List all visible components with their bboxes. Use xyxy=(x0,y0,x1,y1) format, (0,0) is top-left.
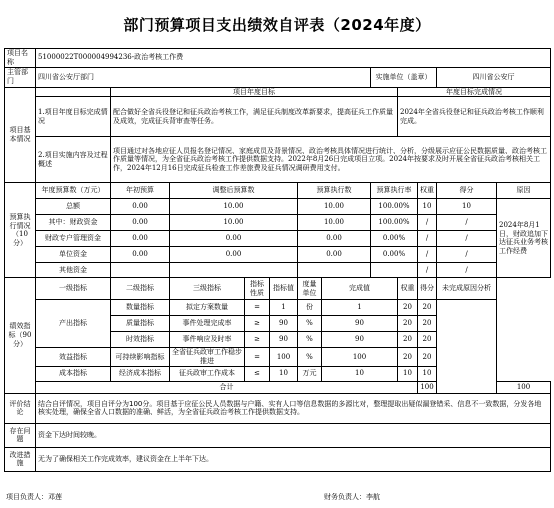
budget-section xyxy=(5,183,551,278)
perf-unit: 万元 xyxy=(298,366,322,381)
budget-rate: 0.00% xyxy=(371,247,418,263)
budget-header-initial: 年初预算 xyxy=(111,183,170,199)
budget-rate: 100.00% xyxy=(371,199,418,215)
budget-initial xyxy=(111,263,170,278)
perf-header-actual: 完成值 xyxy=(322,278,398,300)
perf-score: 20 xyxy=(418,316,437,332)
total-weight: 100 xyxy=(418,381,437,393)
target-done-header: 年度目标完成情况 xyxy=(398,87,551,97)
perf-header-nature: 指标性质 xyxy=(245,278,270,300)
perf-l3: 事件处理完成率 xyxy=(170,316,245,332)
impl-unit-value: 四川省公安厅 xyxy=(437,67,551,87)
perf-header-score: 得分 xyxy=(418,278,437,300)
budget-reason: 2024年8月1日，财政追加下达征兵业务考核工作经费 xyxy=(497,199,551,278)
page-title: 部门预算项目支出绩效自评表（2024年度） xyxy=(123,16,431,34)
budget-score: / xyxy=(437,215,497,231)
budget-adjusted xyxy=(170,263,298,278)
project-name-label: 项目名称 xyxy=(5,49,36,68)
process-row-label: 2.项目实施内容及过程概述 xyxy=(36,137,111,183)
basics-section-label: 项目基本情况 xyxy=(5,87,36,183)
perf-header-l3: 三级指标 xyxy=(170,278,245,300)
finance-lead: 财务负责人：李航 xyxy=(324,493,380,501)
budget-weight: / xyxy=(418,263,437,278)
budget-adjusted: 10.00 xyxy=(170,215,298,231)
budget-row-label: 总额 xyxy=(36,199,111,215)
perf-unit: % xyxy=(298,332,322,348)
perf-reason xyxy=(437,300,497,394)
dept-value: 四川省公安厅部门 xyxy=(36,67,371,87)
budget-rate xyxy=(371,263,418,278)
target-done-text: 2024年全省兵役登记和征兵政治考核工作顺利完成。 xyxy=(398,97,551,137)
budget-header-executed: 预算执行数 xyxy=(298,183,371,199)
perf-actual: 1 xyxy=(322,300,398,316)
perf-value: 90 xyxy=(270,316,298,332)
perf-value: 1 xyxy=(270,300,298,316)
budget-weight: / xyxy=(418,231,437,247)
perf-unit: % xyxy=(298,348,322,367)
budget-weight: / xyxy=(418,247,437,263)
budget-executed: 0.00 xyxy=(298,247,371,263)
budget-weight: 10 xyxy=(418,199,437,215)
perf-nature: ≤ xyxy=(245,366,270,381)
annual-target-text: 配合做好全省兵役登记和征兵政治考核工作，满足征兵制度改革新要求，提高征兵工作质量及成效，完成征兵背审查等任务。 xyxy=(111,97,398,137)
budget-initial: 0.00 xyxy=(111,247,170,263)
perf-l3: 事件响应及时率 xyxy=(170,332,245,348)
problem-text: 资金下达时间较晚。 xyxy=(36,423,551,447)
budget-score: / xyxy=(437,247,497,263)
budget-rate: 0.00% xyxy=(371,231,418,247)
budget-executed: 10.00 xyxy=(298,215,371,231)
perf-l2: 可持续影响指标 xyxy=(111,348,170,367)
budget-weight: / xyxy=(418,215,437,231)
budget-row xyxy=(5,215,551,231)
budget-adjusted: 0.00 xyxy=(170,231,298,247)
perf-actual: 100 xyxy=(322,348,398,367)
perf-nature: ≥ xyxy=(245,332,270,348)
process-text: 项目通过对各地应征人员报名登记情况、家庭成员及背景情况、政治考核具体情况进行统计、分析，分级展示应征公民数据质量、政治考核工作质量等情况，为全省征兵政治考核工作提供数据支持。2022年8月26日完成项目立项。2024年按要求及时开展全省征兵政治考核相关工作，2024年12月16日完成征兵检查工作差旅费及征兵情况调研费用支付。 xyxy=(111,137,551,183)
budget-rate: 100.00% xyxy=(371,215,418,231)
budget-adjusted: 0.00 xyxy=(170,247,298,263)
perf-l3: 全省征兵政审工作稳步推进 xyxy=(170,348,245,367)
perf-score: 20 xyxy=(418,348,437,367)
basics-section xyxy=(5,87,551,183)
budget-header-reason: 原因 xyxy=(497,183,551,199)
budget-row-label: 其他资金 xyxy=(36,263,111,278)
perf-weight: 20 xyxy=(398,300,418,316)
perf-header-unit: 度量单位 xyxy=(298,278,322,300)
perf-actual: 90 xyxy=(322,332,398,348)
evaluation-table xyxy=(4,48,551,472)
budget-row xyxy=(5,263,551,278)
perf-nature: = xyxy=(245,300,270,316)
impl-unit-label: 实施单位（盖章） xyxy=(371,67,437,87)
conclusion-label: 评价结论 xyxy=(5,393,36,423)
perf-value: 90 xyxy=(270,332,298,348)
perf-unit: 份 xyxy=(298,300,322,316)
budget-section-label: 预算执行情况（10分） xyxy=(5,183,36,278)
perf-score: 20 xyxy=(418,332,437,348)
measure-label: 改进措施 xyxy=(5,447,36,471)
perf-value: 10 xyxy=(270,366,298,381)
perf-l2: 经济成本指标 xyxy=(111,366,170,381)
perf-weight: 10 xyxy=(398,366,418,381)
problem-label: 存在问题 xyxy=(5,423,36,447)
project-name-value: 51000022T000004994236-政治考核工作费 xyxy=(36,49,551,68)
perf-weight: 20 xyxy=(398,332,418,348)
budget-executed: 10.00 xyxy=(298,199,371,215)
budget-row-label: 财政专户管理资金 xyxy=(36,231,111,247)
budget-row xyxy=(5,231,551,247)
evaluation-section xyxy=(5,393,551,471)
total-label: 合计 xyxy=(36,381,418,393)
perf-header-value: 指标值 xyxy=(270,278,298,300)
total-score: 100 xyxy=(497,381,551,393)
budget-score: 10 xyxy=(437,199,497,215)
budget-executed: 0.00 xyxy=(298,231,371,247)
perf-l2: 时效指标 xyxy=(111,332,170,348)
budget-initial: 0.00 xyxy=(111,199,170,215)
perf-row xyxy=(5,300,551,316)
perf-header-reason: 未完成原因分析 xyxy=(437,278,497,300)
conclusion-text: 结合自评情况，项目自评分为100分。项目基于应征公民人员数据与户籍、实有人口等信息数据的多源比对，整理提取出疑似漏登错采、信息不一致数据，分发各地核实处理，确保全省人口数据的准确、鲜活，为全省征兵政治考核工作提供数据支持。 xyxy=(36,393,551,423)
budget-row-label: 其中：财政资金 xyxy=(36,215,111,231)
perf-l2: 质量指标 xyxy=(111,316,170,332)
perf-l2: 数量指标 xyxy=(111,300,170,316)
perf-nature: ≥ xyxy=(245,316,270,332)
perf-value: 100 xyxy=(270,348,298,367)
perf-section-label: 绩效指标（90分） xyxy=(5,278,36,394)
perf-header-l1: 一级指标 xyxy=(36,278,111,300)
perf-unit: % xyxy=(298,316,322,332)
budget-header-adjusted: 调整后预算数 xyxy=(170,183,298,199)
perf-l1: 效益指标 xyxy=(36,348,111,367)
budget-header-amount: 年度预算数（万元） xyxy=(36,183,111,199)
perf-l3: 征兵政审工作成本 xyxy=(170,366,245,381)
budget-initial: 0.00 xyxy=(111,215,170,231)
budget-row xyxy=(5,199,551,215)
budget-header-weight: 权重 xyxy=(418,183,437,199)
perf-l1: 成本指标 xyxy=(36,366,111,381)
budget-row-label: 单位资金 xyxy=(36,247,111,263)
perf-section xyxy=(5,278,551,394)
project-lead: 项目负责人：邓莲 xyxy=(6,493,62,501)
perf-actual: 10 xyxy=(322,366,398,381)
budget-header-rate: 预算执行率 xyxy=(371,183,418,199)
perf-actual: 90 xyxy=(322,316,398,332)
header-section xyxy=(5,49,551,88)
budget-header-score: 得分 xyxy=(437,183,497,199)
perf-nature: = xyxy=(245,348,270,367)
budget-score: / xyxy=(437,231,497,247)
perf-score: 20 xyxy=(418,300,437,316)
perf-weight: 20 xyxy=(398,348,418,367)
perf-weight: 20 xyxy=(398,316,418,332)
budget-adjusted: 10.00 xyxy=(170,199,298,215)
perf-header-l2: 二级指标 xyxy=(111,278,170,300)
annual-target-header: 项目年度目标 xyxy=(111,87,398,97)
perf-l1: 产出指标 xyxy=(36,300,111,348)
measure-text: 无为了确保相关工作完成效率，建议资金在上半年下达。 xyxy=(36,447,551,471)
budget-score: / xyxy=(437,263,497,278)
budget-row xyxy=(5,247,551,263)
dept-label: 主管部门 xyxy=(5,67,36,87)
perf-header-weight: 权重 xyxy=(398,278,418,300)
perf-l3: 拟定方案数量 xyxy=(170,300,245,316)
budget-initial: 0.00 xyxy=(111,231,170,247)
target-row-label: 1.项目年度目标完成情况 xyxy=(36,97,111,137)
perf-score: 10 xyxy=(418,366,437,381)
budget-executed xyxy=(298,263,371,278)
